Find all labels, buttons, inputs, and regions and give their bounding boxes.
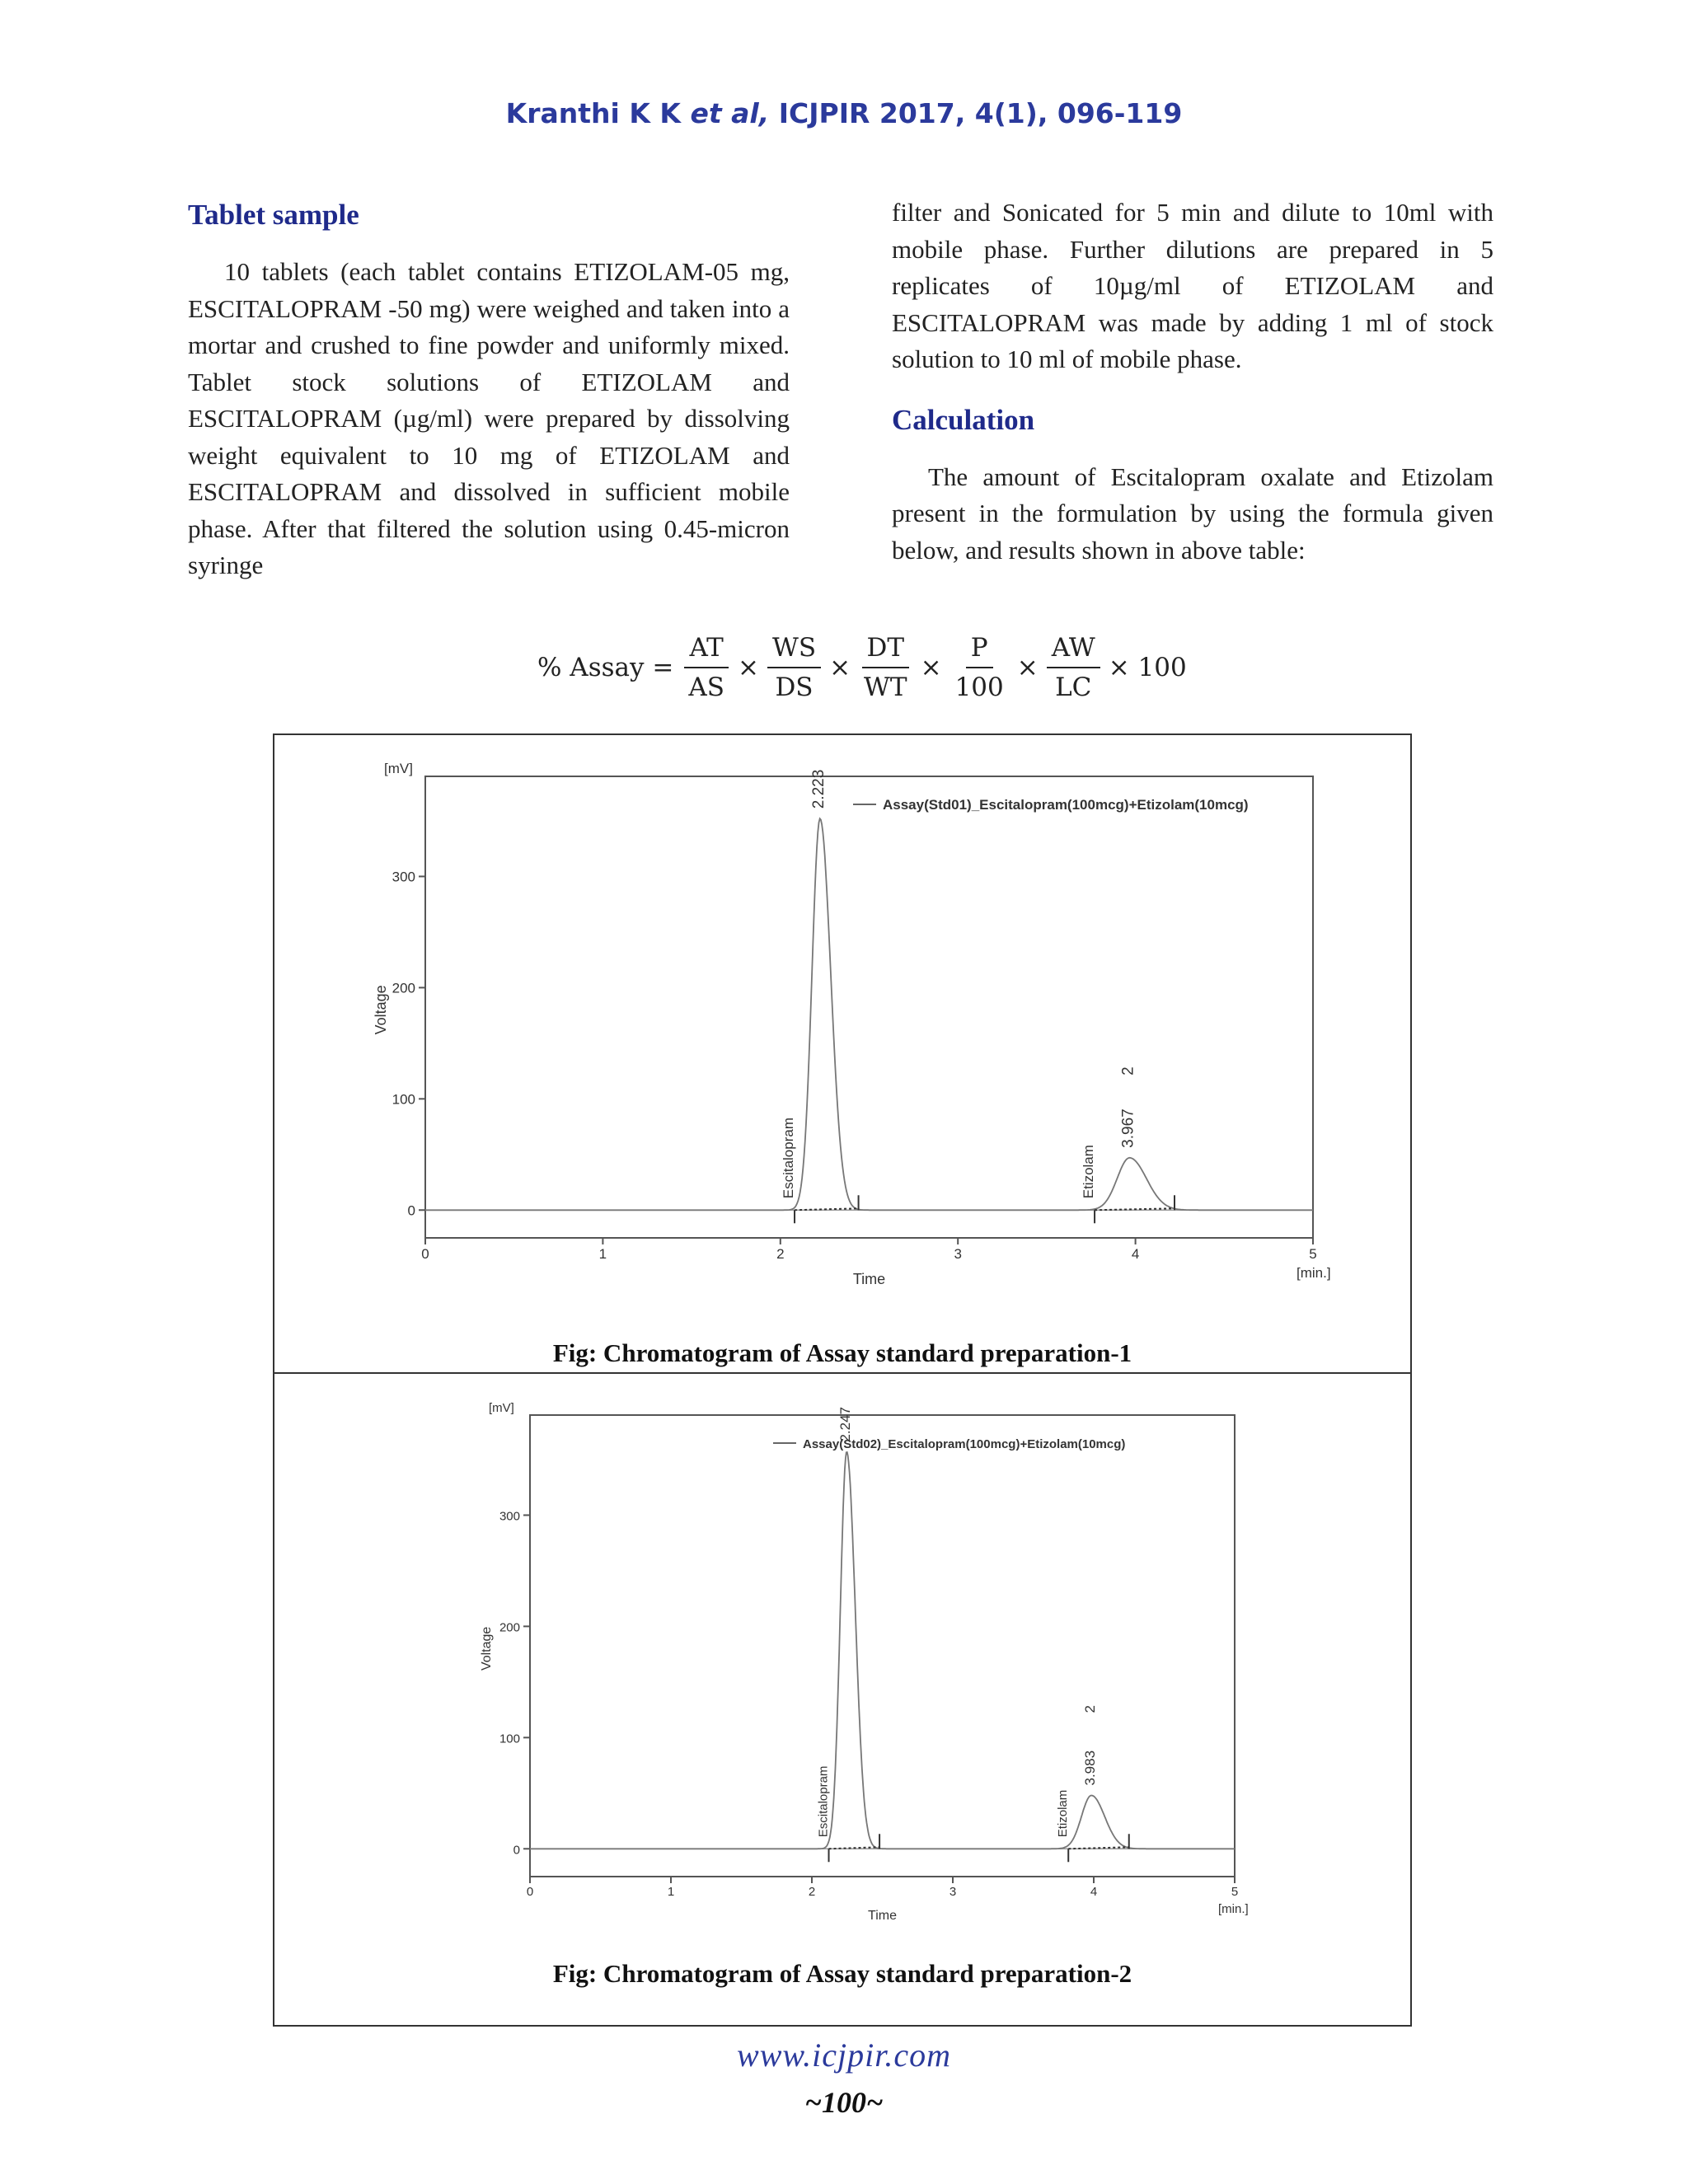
peak-retention-label: 2.247: [837, 1406, 854, 1442]
figure-chromatogram-1: [273, 733, 1412, 1376]
peak-number-label: 2: [1119, 1066, 1137, 1076]
y-tick-label: 0: [513, 1843, 520, 1858]
times-sign: ×: [920, 653, 942, 682]
tablet-sample-heading: Tablet sample: [188, 199, 359, 231]
peak-name-label: Escitalopram: [816, 1765, 831, 1838]
header-etal: et al,: [690, 97, 770, 129]
fraction-p-100: [950, 632, 1009, 703]
peak-name-label: Etizolam: [1056, 1789, 1071, 1838]
fraction-denominator: AS: [688, 673, 724, 702]
x-tick-label: 4: [1090, 1885, 1098, 1899]
fraction-at-as: [683, 632, 729, 703]
chromatogram-chart-1: [324, 752, 1395, 1320]
fraction-numerator: AW: [1047, 632, 1100, 668]
x-tick-label: 5: [1231, 1885, 1239, 1899]
x-tick-label: 0: [526, 1885, 534, 1899]
y-tick-label: 100: [499, 1732, 520, 1746]
y-tick-label: 300: [499, 1509, 520, 1524]
figure-caption-1: Fig: Chromatogram of Assay standard preparation-1: [552, 1338, 1132, 1367]
legend-label: Assay(Std01)_Escitalopram(100mcg)+Etizolam(10mcg): [883, 797, 1249, 813]
peak-retention-label: 2.223: [809, 769, 828, 809]
peak-retention-label: 3.967: [1119, 1108, 1137, 1148]
times-sign: ×: [1016, 653, 1039, 682]
y-tick-label: 200: [499, 1620, 520, 1635]
fraction-dt-wt: [859, 632, 912, 703]
times-sign: ×: [829, 653, 851, 682]
times-sign: ×: [737, 653, 759, 682]
y-unit-label: [mV]: [489, 1401, 514, 1415]
formula-tail: × 100: [1108, 653, 1187, 682]
y-tick-label: 200: [392, 980, 415, 996]
footer-page-number: ~100~: [804, 2086, 884, 2119]
y-axis-title: Voltage: [480, 1626, 494, 1671]
plot-frame: [425, 776, 1313, 1238]
running-header: [0, 97, 1688, 129]
x-tick-label: 1: [598, 1246, 607, 1262]
fraction-numerator: AT: [684, 632, 728, 668]
chromatogram-trace: [425, 818, 1313, 1210]
footer-url[interactable]: www.icjpir.com: [737, 2036, 951, 2074]
figure-chromatogram-2: [273, 1372, 1412, 2027]
peak-name-label: Escitalopram: [781, 1117, 797, 1199]
x-tick-label: 5: [1309, 1246, 1317, 1262]
fraction-aw-lc: [1047, 632, 1100, 703]
figure-caption-2: Fig: Chromatogram of Assay standard preparation-2: [552, 1959, 1132, 1988]
left-column: [188, 194, 790, 584]
chromatogram-trace: [530, 1452, 1235, 1849]
legend-label: Assay(Std02)_Escitalopram(100mcg)+Etizolam(10mcg): [803, 1437, 1126, 1451]
peak-number-label: 2: [1082, 1705, 1099, 1713]
fraction-numerator: P: [966, 632, 993, 668]
x-tick-label: 2: [776, 1246, 785, 1262]
x-unit-label: [min.]: [1218, 1902, 1249, 1916]
header-citation: ICJPIR 2017, 4(1), 096-119: [778, 97, 1183, 129]
x-tick-label: 3: [954, 1246, 962, 1262]
peak-name-label: Etizolam: [1081, 1145, 1097, 1199]
fraction-denominator: WT: [864, 673, 907, 702]
x-tick-label: 1: [667, 1885, 675, 1899]
x-tick-label: 0: [421, 1246, 429, 1262]
fraction-denominator: DS: [775, 673, 814, 702]
assay-formula: [537, 626, 1192, 709]
calculation-paragraph: The amount of Escitalopram oxalate and Etizolam present in the formulation by using the formula given below, and results shown in above table:: [892, 462, 1493, 565]
y-tick-label: 100: [392, 1091, 415, 1108]
x-axis-title: Time: [852, 1271, 886, 1287]
y-unit-label: [mV]: [384, 761, 413, 776]
chromatogram-chart-2: [431, 1390, 1338, 1951]
y-tick-label: 0: [407, 1202, 415, 1219]
fraction-denominator: LC: [1055, 673, 1092, 702]
peak-retention-label: 3.983: [1082, 1750, 1099, 1786]
x-tick-label: 2: [808, 1885, 816, 1899]
x-tick-label: 4: [1131, 1246, 1140, 1262]
fraction-ws-ds: [767, 632, 821, 703]
x-axis-title: Time: [868, 1909, 897, 1923]
tablet-sample-paragraph: 10 tablets (each tablet contains ETIZOLAM-05 mg, ESCITALOPRAM -50 mg) were weighed and taken into a mortar and crushed to fine powder and uniformly mixed. Tablet stock solutions of ETIZOLAM and ESCITALOPRAM (µg/ml) were prepared by dissolving weight equivalent to 10 mg of ETIZOLAM and ESCITALOPRAM and dissolved in sufficient mobile phase. After that filtered the solution using 0.45-micron syringe: [188, 257, 790, 579]
calculation-heading: Calculation: [892, 403, 1035, 436]
x-unit-label: [min.]: [1296, 1265, 1331, 1281]
plot-frame: [530, 1415, 1235, 1877]
continuation-paragraph: filter and Sonicated for 5 min and dilute to 10ml with mobile phase. Further dilutions are prepared in 5 replicates of 10µg/ml of ETIZOLAM and ESCITALOPRAM was made by adding 1 ml of stock solution to 10 ml of mobile phase.: [892, 198, 1493, 373]
fraction-numerator: WS: [767, 632, 821, 668]
x-tick-label: 3: [949, 1885, 957, 1899]
y-tick-label: 300: [392, 869, 415, 885]
right-column: [892, 194, 1493, 569]
header-author: Kranthi K K: [505, 97, 681, 129]
fraction-denominator: 100: [954, 673, 1004, 702]
y-axis-title: Voltage: [373, 985, 389, 1035]
fraction-numerator: DT: [862, 632, 910, 668]
formula-lhs: % Assay =: [537, 653, 674, 682]
